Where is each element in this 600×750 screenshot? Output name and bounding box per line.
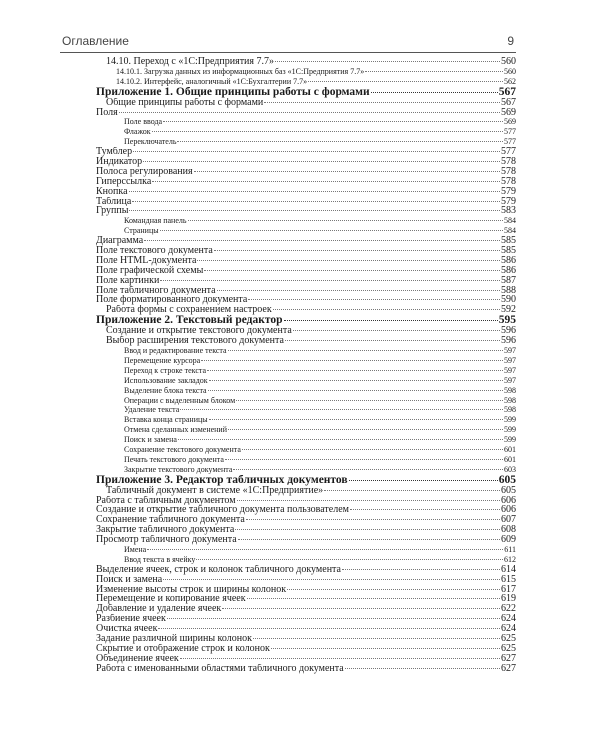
dot-leader [143,161,500,162]
toc-entry-title: Переход к строке текста [124,365,207,375]
toc-entry [96,415,516,425]
toc-entry [96,425,516,435]
dot-leader [324,490,500,491]
toc-entry-title: Ввод текста в ячейку [124,554,196,564]
dot-leader [264,102,500,103]
toc-entry [96,356,516,366]
dot-leader [233,469,503,470]
toc-entry-title: Просмотр табличного документа [96,535,237,545]
toc-entry-page: 567 [498,86,516,98]
dot-leader [238,539,500,540]
toc-entry [96,336,516,346]
toc-entry-page: 562 [504,76,516,86]
dot-leader [194,171,500,172]
toc-entry-title: Диаграмма [96,236,144,247]
toc-entry-page: 607 [501,515,516,526]
toc-entry [96,177,516,187]
toc-entry [96,108,516,118]
dot-leader [228,350,503,351]
toc-entry [96,157,516,167]
dot-leader [214,250,500,251]
dot-leader [248,299,500,300]
toc-entry-page: 586 [501,255,516,266]
dot-leader [275,61,500,62]
toc-entry-page: 605 [501,485,516,496]
toc-entry-title: Группы [96,206,129,217]
toc-entry [96,515,516,525]
toc-entry-title: Страницы [124,226,159,236]
toc-entry-page: 597 [504,375,516,385]
toc-entry [96,604,516,614]
dot-leader [293,330,500,331]
toc-entry-title: Сохранение табличного документа [96,515,245,526]
toc-entry [96,197,516,207]
toc-entry-title: Индикатор [96,157,143,167]
toc-entry-page: 597 [504,346,516,356]
toc-entry-page: 590 [501,295,516,306]
toc-entry-page: 625 [501,633,516,644]
toc-entry-title: Поле HTML-документа [96,255,197,266]
toc-entry-title: Поиск и замена [96,574,163,585]
dot-leader [271,648,500,649]
toc-entry [96,187,516,197]
dot-leader [207,370,503,371]
toc-entry [96,266,516,276]
toc-entry [96,565,516,575]
dot-leader [163,121,503,122]
toc-entry [96,496,516,506]
toc-entry [96,545,516,555]
toc-entry-title: Командная панель [124,216,187,226]
toc-entry [96,276,516,286]
toc-entry-page: 585 [501,236,516,247]
dot-leader [132,201,500,202]
dot-leader [201,360,503,361]
toc-entry-title: Выделение блока текста [124,385,207,395]
toc-entry-title: Использование закладок [124,375,208,385]
toc-entry [96,226,516,236]
toc-entry-page: 583 [501,206,516,217]
dot-leader [208,390,503,391]
dot-leader [285,340,500,341]
toc-entry [96,67,516,77]
toc-entry [96,455,516,465]
toc-entry [96,386,516,396]
toc-entry-title: Поле графической схемы [96,265,204,276]
toc-entry-title: Выбор расширения текстового документа [106,336,284,347]
toc-entry [96,664,516,674]
toc-entry-title: Поле картинки [96,275,160,286]
dot-leader [284,320,498,321]
toc-entry-title: Приложение 2. Текстовый редактор [96,315,283,327]
toc-entry-page: 587 [501,275,516,286]
toc-entry-title: Полоса регулирования [96,166,193,177]
dot-leader [247,598,500,599]
toc-entry-title: Работа с табличным документом [96,495,236,506]
toc-entry-page: 596 [501,336,516,347]
dot-leader [197,260,500,261]
toc-entry-page: 595 [498,315,516,327]
toc-entry-page: 579 [501,186,516,197]
dot-leader [204,270,500,271]
toc-entry [96,295,516,305]
dot-leader [228,429,503,430]
toc-entry-title: Добавление и удаление ячеек [96,604,222,615]
toc-entry-page: 603 [504,464,516,474]
toc-entry [96,326,516,336]
dot-leader [349,480,498,481]
toc-entry-page: 578 [501,166,516,177]
toc-entry-page: 560 [501,57,516,67]
toc-entry [96,486,516,496]
dot-leader [242,449,503,450]
dot-leader [180,658,500,659]
dot-leader [308,81,503,82]
toc-entry-title: Отмена сделанных изменений [124,425,227,435]
toc-entry-page: 612 [504,554,516,564]
toc-entry-page: 627 [501,653,516,664]
dot-leader [177,141,503,142]
toc-entry-title: Перемещение и копирование ячеек [96,594,246,605]
toc-entry-title: Закрытие текстового документа [124,464,233,474]
toc-entry-page: 577 [501,147,516,158]
toc-entry [96,614,516,624]
toc-entry [96,127,516,137]
toc-entry [96,216,516,226]
toc-entry [96,137,516,147]
toc-entry-page: 627 [501,663,516,674]
page-number: 9 [507,34,514,48]
toc-entry-page: 598 [504,405,516,415]
toc-entry-title: Переключатель [124,137,177,147]
toc-entry-page: 622 [501,604,516,615]
toc-entry-title: Кнопка [96,186,128,197]
toc-appendix-entry [96,87,516,98]
toc-entry [96,236,516,246]
toc-entry-page: 619 [501,594,516,605]
toc-entry-title: Флажок [124,127,151,137]
toc-entry-title: Поля [96,107,118,118]
dot-leader [287,589,500,590]
section-title: Оглавление [62,34,129,48]
toc-entry-page: 569 [504,117,516,127]
dot-leader [253,638,500,639]
dot-leader [342,569,500,570]
toc-entry-title: Печать текстового документа [124,454,224,464]
dot-leader [236,400,503,401]
toc-entry [96,634,516,644]
dot-leader [365,71,503,72]
running-header [60,30,516,53]
toc-entry-page: 598 [504,395,516,405]
toc-entry-title: Таблица [96,196,132,207]
toc-entry-page: 615 [501,574,516,585]
toc-entry-page: 577 [504,127,516,137]
dot-leader [119,112,500,113]
toc-entry [96,396,516,406]
dot-leader [235,529,500,530]
toc-entry-page: 601 [504,444,516,454]
dot-leader [222,608,500,609]
toc-entry [96,256,516,266]
dot-leader [129,210,500,211]
toc-entry [96,77,516,87]
toc-entry-title: Общие принципы работы с формами [106,97,264,108]
toc-entry-title: Создание и открытие текстового документа [106,326,292,337]
toc-entry-page: 586 [501,265,516,276]
toc-entry-title: Приложение 3. Редактор табличных документов [96,474,348,486]
toc-entry-title: Поле ввода [124,117,163,127]
toc-entry [96,98,516,108]
toc-entry-page: 611 [504,544,516,554]
toc-entry-page: 606 [501,495,516,506]
dot-leader [273,309,500,310]
toc-entry-title: 14.10.2. Интерфейс, аналогичный «1С:Бухгалтерии 7.7» [116,76,308,86]
dot-leader [129,191,500,192]
toc-entry-page: 592 [501,305,516,316]
toc-entry [96,246,516,256]
toc-entry [96,147,516,157]
toc-entry-title: Изменение высоты строк и ширины колонок [96,584,287,595]
toc-entry-title: Гиперссылка [96,176,152,187]
toc-entry [96,117,516,127]
toc-entry-page: 596 [501,326,516,337]
toc-entry-title: Поле форматированного документа [96,295,248,306]
toc-entry-page: 588 [501,285,516,296]
dot-leader [180,409,503,410]
toc-entry [96,57,516,67]
dot-leader [237,500,500,501]
toc-entry [96,445,516,455]
dot-leader [152,131,503,132]
toc-entry-title: Операции с выделенным блоком [124,395,236,405]
toc-entry-page: 614 [501,564,516,575]
dot-leader [246,519,500,520]
toc-entry-title: Работа формы с сохранением настроек [106,305,272,316]
toc-entry-title: Задание различной ширины колонок [96,633,252,644]
toc-entry-title: Приложение 1. Общие принципы работы с формами [96,86,370,98]
dot-leader [158,628,500,629]
toc-entry-page: 625 [501,643,516,654]
dot-leader [217,290,500,291]
toc-entry-page: 597 [504,355,516,365]
toc-entry-title: Поле табличного документа [96,285,216,296]
toc-entry [96,644,516,654]
toc-entry [96,535,516,545]
toc-entry-page: 584 [504,216,516,226]
toc-entry-page: 578 [501,176,516,187]
toc-entry-page: 585 [501,246,516,256]
toc-entry [96,575,516,585]
toc-entry-page: 601 [504,454,516,464]
dot-leader [152,181,500,182]
toc-entry [96,286,516,296]
toc-entry-page: 624 [501,624,516,634]
dot-leader [167,618,500,619]
toc-entry-title: Работа с именованными областями табличного документа [96,663,344,674]
toc-entry [96,305,516,315]
toc-entry [96,167,516,177]
toc-entry-title: Сохранение текстового документа [124,444,241,454]
toc-entry-page: 598 [504,385,516,395]
dot-leader [160,230,503,231]
toc-entry-page: 606 [501,505,516,516]
dot-leader [178,439,503,440]
toc-entry-page: 617 [501,584,516,595]
toc-entry [96,505,516,515]
dot-leader [371,92,498,93]
toc-entry-title: Вставка конца страницы [124,415,208,425]
toc-entry-title: Перемещение курсора [124,355,201,365]
dot-leader [209,419,503,420]
toc-entry-title: Тумблер [96,147,133,158]
toc-entry-title: Удаление текста [124,405,180,415]
toc-entry-page: 599 [504,415,516,425]
toc-entry [96,624,516,634]
toc-entry-title: Разбиение ячеек [96,614,166,625]
toc-entry-title: Имена [124,544,147,554]
toc-entry-page: 599 [504,435,516,445]
toc-entry-title: Скрытие и отображение строк и колонок [96,643,270,654]
dot-leader [350,509,500,510]
dot-leader [144,240,500,241]
toc-entry [96,206,516,216]
dot-leader [133,151,500,152]
toc-entry-title: Поле текстового документа [96,246,213,256]
toc-entry-title: Очистка ячеек [96,624,158,634]
dot-leader [209,380,503,381]
toc-entry [96,366,516,376]
toc-entry [96,405,516,415]
toc-entry [96,525,516,535]
toc-entry-page: 605 [498,474,516,486]
toc-entry-title: Закрытие табличного документа [96,525,235,536]
toc-appendix-entry [96,475,516,486]
toc-entry-page: 624 [501,614,516,625]
toc-entry-page: 567 [501,97,516,108]
toc-entry [96,346,516,356]
dot-leader [147,549,503,550]
dot-leader [160,280,500,281]
toc-entry-page: 578 [501,157,516,167]
toc-entry-title: Поиск и замена [124,435,177,445]
toc-entry [96,376,516,386]
dot-leader [345,668,500,669]
toc-entry-title: Выделение ячеек, строк и колонок табличного документа [96,564,341,575]
toc-entry-page: 569 [501,107,516,118]
toc-entry-title: 14.10. Переход с «1С:Предприятия 7.7» [106,57,275,67]
toc-entry-page: 560 [504,66,516,76]
toc-entry-page: 608 [501,525,516,536]
dot-leader [163,579,500,580]
toc-entry-title: Табличный документ в системе «1С:Предприятие» [106,485,324,496]
toc-entry-title: Объединение ячеек [96,653,179,664]
toc-entry-page: 577 [504,137,516,147]
dot-leader [225,459,503,460]
toc-entry [96,435,516,445]
toc-entry [96,594,516,604]
toc-entry-page: 579 [501,196,516,207]
toc-entry [96,585,516,595]
dot-leader [188,220,503,221]
toc-entry [96,465,516,475]
toc-entry-page: 597 [504,365,516,375]
toc-entry-title: Создание и открытие табличного документа пользователем [96,505,349,516]
toc-entry-title: Ввод и редактирование текста [124,346,227,356]
toc-entry-page: 609 [501,535,516,545]
dot-leader [196,559,503,560]
toc-entry [96,555,516,565]
table-of-contents [96,57,516,674]
toc-entry [96,654,516,664]
toc-entry-page: 584 [504,226,516,236]
toc-entry-page: 599 [504,425,516,435]
toc-entry-title: 14.10.1. Загрузка данных из информационных баз «1С:Предприятия 7.7» [116,66,365,76]
toc-appendix-entry [96,315,516,326]
